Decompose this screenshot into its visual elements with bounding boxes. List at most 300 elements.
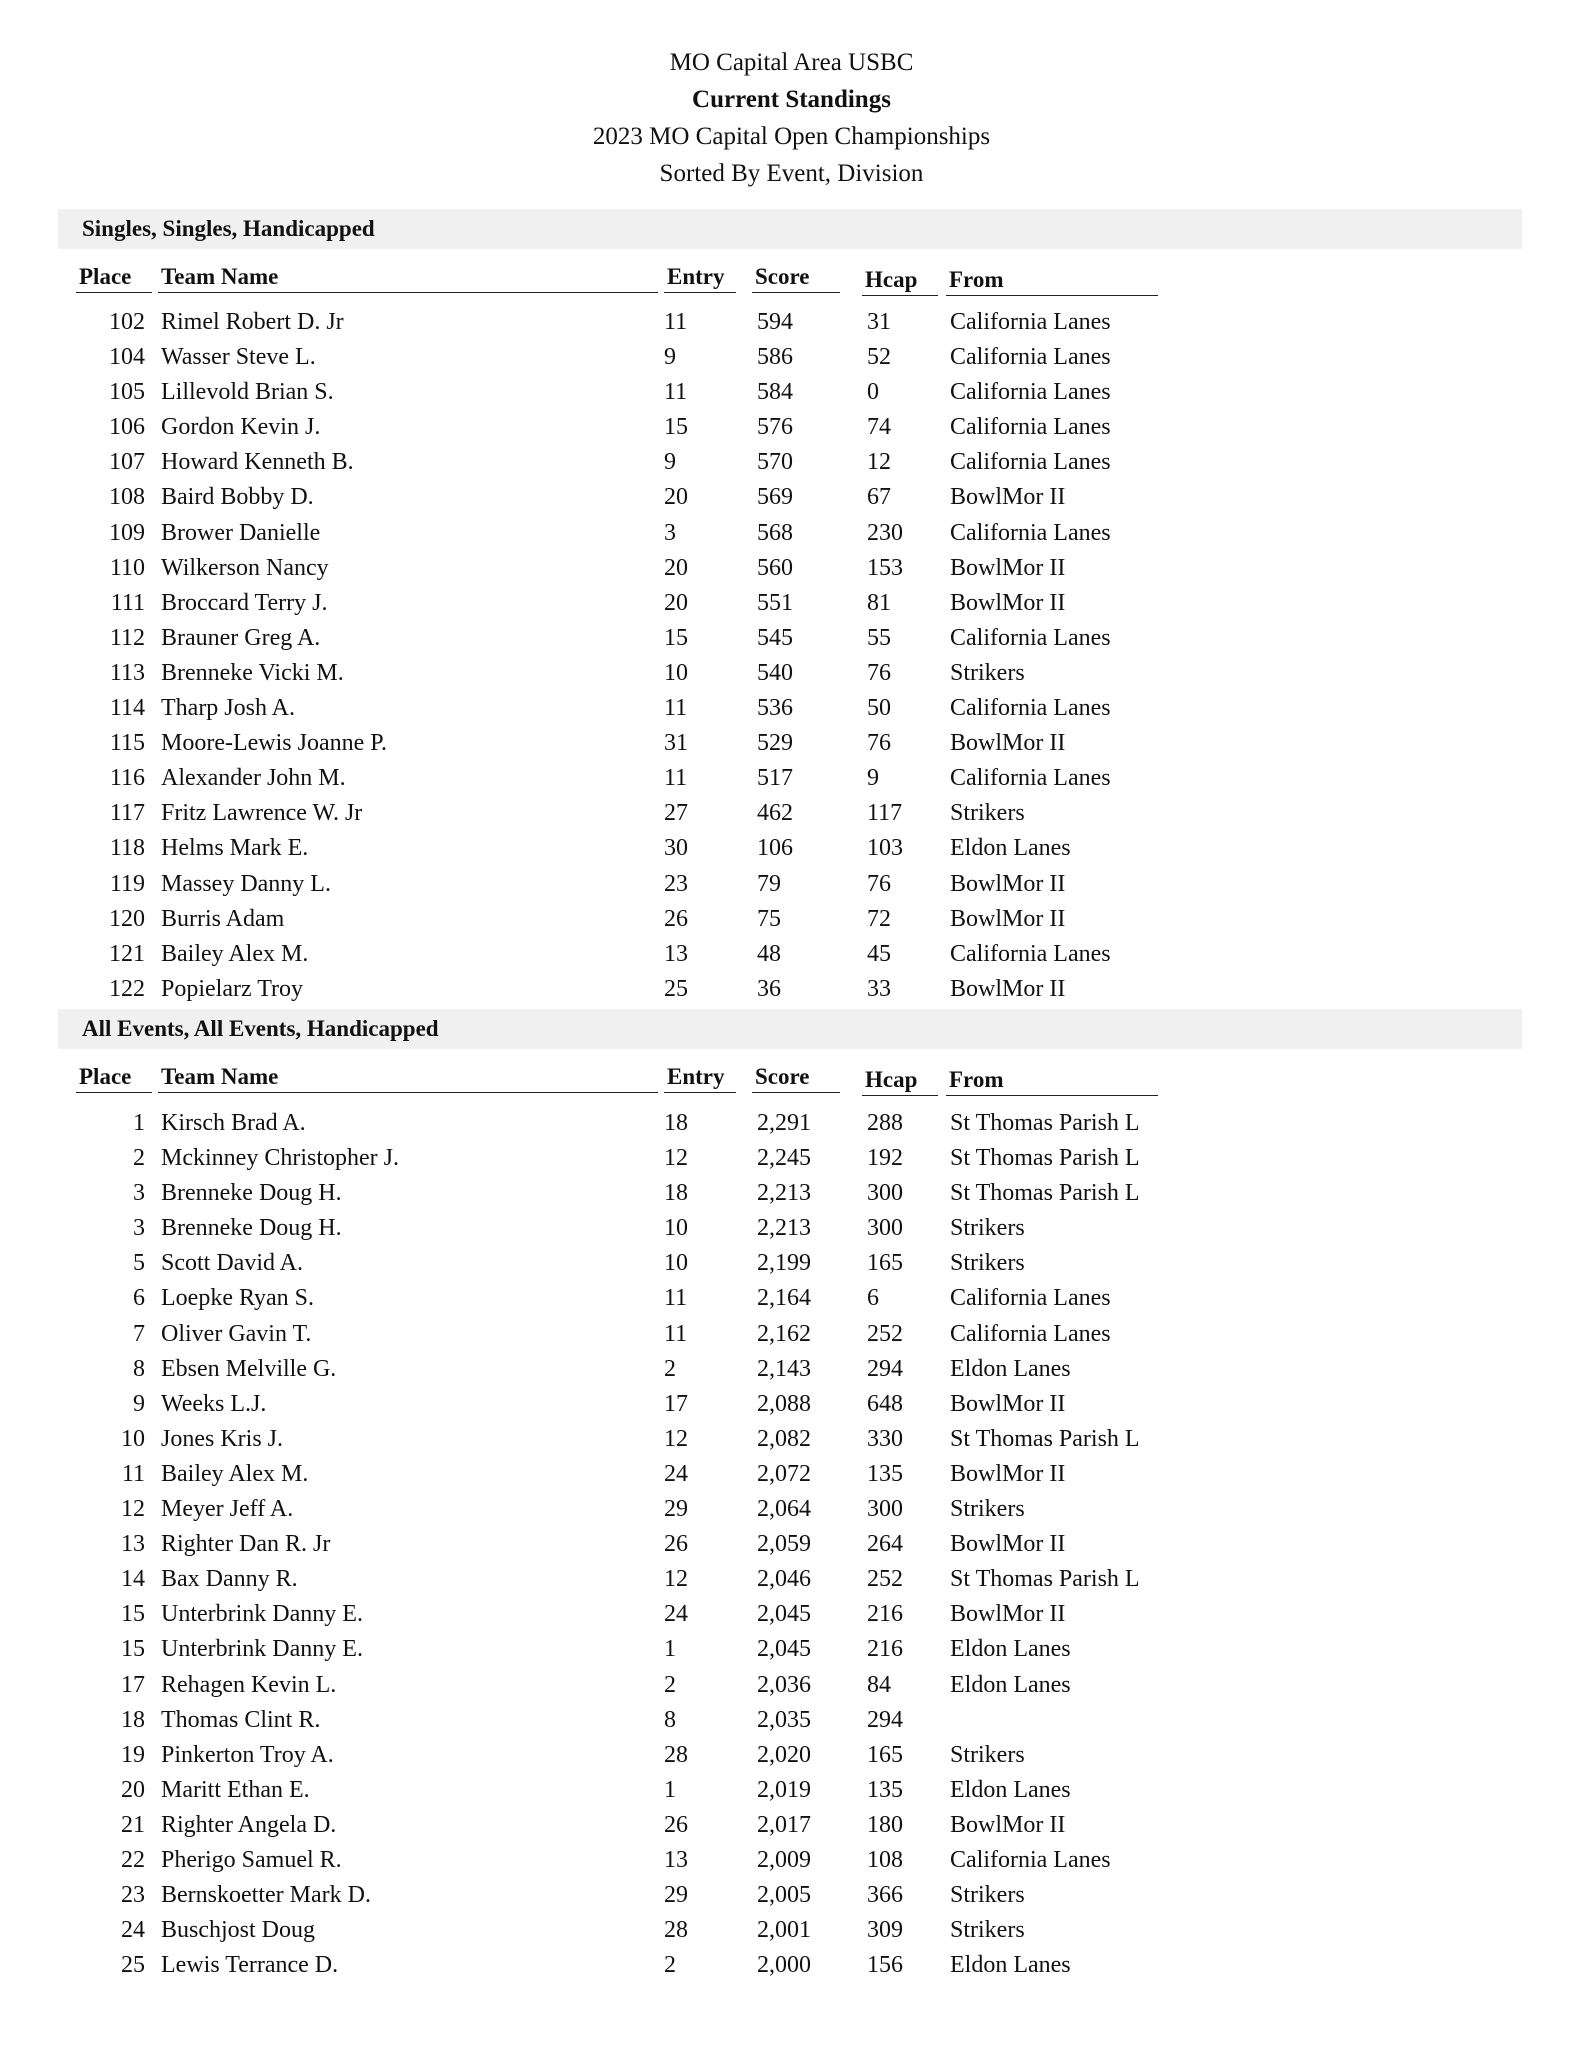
hcap-cell: 288 [867, 1110, 903, 1136]
hcap-cell: 103 [867, 835, 903, 862]
entry-cell: 12 [664, 1145, 688, 1172]
score-cell: 584 [757, 379, 793, 406]
team-name-cell: Fritz Lawrence W. Jr [161, 800, 363, 827]
table-row [0, 1562, 1583, 1597]
hcap-cell: 67 [867, 484, 891, 511]
place-cell: 23 [121, 1882, 145, 1909]
table-row [0, 1632, 1583, 1667]
column-header-place: Place [76, 1062, 152, 1093]
score-cell: 2,046 [757, 1566, 811, 1593]
score-cell: 2,162 [757, 1320, 811, 1347]
place-cell: 1 [133, 1110, 145, 1136]
report-title: Current Standings [692, 86, 891, 113]
from-cell: Strikers [950, 659, 1025, 686]
table-row [0, 1597, 1583, 1632]
score-cell: 569 [757, 484, 793, 511]
entry-cell: 1 [664, 1636, 676, 1663]
entry-cell: 2 [664, 1952, 676, 1979]
score-cell: 2,045 [757, 1601, 811, 1628]
table-row [0, 1738, 1583, 1773]
place-cell: 25 [121, 1952, 145, 1979]
team-name-cell: Weeks L.J. [161, 1390, 267, 1417]
entry-cell: 28 [664, 1917, 688, 1944]
score-cell: 2,020 [757, 1741, 811, 1768]
place-cell: 17 [121, 1671, 145, 1698]
from-cell: BowlMor II [950, 905, 1066, 932]
team-name-cell: Broccard Terry J. [161, 589, 328, 616]
standings-table-all-events [0, 1106, 1583, 1983]
hcap-cell: 108 [867, 1846, 903, 1873]
entry-cell: 15 [664, 624, 688, 651]
column-header-place: Place [76, 262, 152, 293]
score-cell: 529 [757, 730, 793, 757]
score-cell: 2,199 [757, 1250, 811, 1277]
table-row [0, 1878, 1583, 1913]
place-cell: 108 [109, 484, 145, 511]
place-cell: 20 [121, 1776, 145, 1803]
table-row [0, 516, 1583, 551]
place-cell: 122 [109, 975, 145, 1002]
place-cell: 118 [109, 835, 145, 862]
entry-cell: 9 [664, 344, 676, 371]
place-cell: 115 [109, 730, 145, 757]
event-name: 2023 MO Capital Open Championships [592, 123, 991, 150]
from-cell: Strikers [950, 800, 1025, 827]
entry-cell: 20 [664, 484, 688, 511]
from-cell: California Lanes [950, 1285, 1111, 1312]
team-name-cell: Massey Danny L. [161, 870, 331, 897]
score-cell: 2,045 [757, 1636, 811, 1663]
from-cell: Eldon Lanes [950, 1952, 1071, 1979]
hcap-cell: 31 [867, 309, 891, 335]
hcap-cell: 74 [867, 414, 891, 441]
team-name-cell: Thomas Clint R. [161, 1706, 321, 1733]
table-row [0, 796, 1583, 831]
hcap-cell: 300 [867, 1496, 903, 1523]
team-name-cell: Mckinney Christopher J. [161, 1145, 399, 1172]
score-cell: 540 [757, 659, 793, 686]
place-cell: 18 [121, 1706, 145, 1733]
team-name-cell: Alexander John M. [161, 765, 346, 792]
from-cell: California Lanes [950, 519, 1111, 546]
score-cell: 2,245 [757, 1145, 811, 1172]
score-cell: 2,213 [757, 1215, 811, 1242]
hcap-cell: 252 [867, 1320, 903, 1347]
hcap-cell: 84 [867, 1671, 891, 1698]
place-cell: 7 [133, 1320, 145, 1347]
score-cell: 2,000 [757, 1952, 811, 1979]
table-row [0, 621, 1583, 656]
place-cell: 14 [121, 1566, 145, 1593]
entry-cell: 24 [664, 1601, 688, 1628]
place-cell: 19 [121, 1741, 145, 1768]
team-name-cell: Brenneke Doug H. [161, 1180, 342, 1207]
column-header-from: From [946, 1065, 1158, 1096]
score-cell: 79 [757, 870, 781, 897]
place-cell: 110 [109, 554, 145, 581]
entry-cell: 18 [664, 1180, 688, 1207]
entry-cell: 13 [664, 1846, 688, 1873]
team-name-cell: Gordon Kevin J. [161, 414, 321, 441]
score-cell: 2,064 [757, 1496, 811, 1523]
score-cell: 2,019 [757, 1776, 811, 1803]
entry-cell: 31 [664, 730, 688, 757]
place-cell: 11 [121, 1460, 145, 1487]
from-cell: BowlMor II [950, 484, 1066, 511]
team-name-cell: Righter Angela D. [161, 1811, 337, 1838]
entry-cell: 23 [664, 870, 688, 897]
from-cell: Strikers [950, 1917, 1025, 1944]
team-name-cell: Brauner Greg A. [161, 624, 321, 651]
from-cell: BowlMor II [950, 870, 1066, 897]
place-cell: 2 [133, 1145, 145, 1172]
place-cell: 5 [133, 1250, 145, 1277]
entry-cell: 20 [664, 554, 688, 581]
from-cell: St Thomas Parish L [950, 1566, 1140, 1593]
hcap-cell: 76 [867, 870, 891, 897]
entry-cell: 11 [664, 765, 688, 792]
entry-cell: 20 [664, 589, 688, 616]
team-name-cell: Wilkerson Nancy [161, 554, 329, 581]
score-cell: 2,143 [757, 1355, 811, 1382]
from-cell: Strikers [950, 1496, 1025, 1523]
entry-cell: 2 [664, 1671, 676, 1698]
table-row [0, 691, 1583, 726]
entry-cell: 29 [664, 1496, 688, 1523]
entry-cell: 27 [664, 800, 688, 827]
from-cell: Eldon Lanes [950, 1355, 1071, 1382]
team-name-cell: Loepke Ryan S. [161, 1285, 315, 1312]
entry-cell: 11 [664, 379, 688, 406]
place-cell: 114 [109, 695, 145, 722]
from-cell: Eldon Lanes [950, 1776, 1071, 1803]
place-cell: 113 [109, 659, 145, 686]
hcap-cell: 252 [867, 1566, 903, 1593]
hcap-cell: 165 [867, 1250, 903, 1277]
hcap-cell: 117 [867, 800, 903, 827]
from-cell: BowlMor II [950, 1390, 1066, 1417]
place-cell: 121 [109, 940, 145, 967]
from-cell: California Lanes [950, 344, 1111, 371]
place-cell: 3 [133, 1180, 145, 1207]
team-name-cell: Lillevold Brian S. [161, 379, 334, 406]
score-cell: 2,001 [757, 1917, 811, 1944]
place-cell: 13 [121, 1531, 145, 1558]
score-cell: 2,035 [757, 1706, 811, 1733]
team-name-cell: Oliver Gavin T. [161, 1320, 312, 1347]
entry-cell: 8 [664, 1706, 676, 1733]
hcap-cell: 50 [867, 695, 891, 722]
from-cell: California Lanes [950, 449, 1111, 476]
hcap-cell: 0 [867, 379, 879, 406]
place-cell: 10 [121, 1425, 145, 1452]
hcap-cell: 366 [867, 1882, 903, 1909]
hcap-cell: 216 [867, 1601, 903, 1628]
table-row [0, 1211, 1583, 1246]
team-name-cell: Brower Danielle [161, 519, 321, 546]
score-cell: 545 [757, 624, 793, 651]
entry-cell: 25 [664, 975, 688, 1002]
table-row [0, 410, 1583, 445]
table-row [0, 1773, 1583, 1808]
from-cell: Strikers [950, 1250, 1025, 1277]
from-cell: St Thomas Parish L [950, 1145, 1140, 1172]
table-row [0, 1492, 1583, 1527]
from-cell: BowlMor II [950, 1601, 1066, 1628]
table-row [0, 656, 1583, 691]
team-name-cell: Moore-Lewis Joanne P. [161, 730, 387, 757]
hcap-cell: 330 [867, 1425, 903, 1452]
score-cell: 2,213 [757, 1180, 811, 1207]
entry-cell: 11 [664, 309, 688, 335]
entry-cell: 12 [664, 1425, 688, 1452]
entry-cell: 10 [664, 1215, 688, 1242]
hcap-cell: 55 [867, 624, 891, 651]
entry-cell: 13 [664, 940, 688, 967]
hcap-cell: 72 [867, 905, 891, 932]
place-cell: 6 [133, 1285, 145, 1312]
from-cell: BowlMor II [950, 554, 1066, 581]
score-cell: 106 [757, 835, 793, 862]
team-name-cell: Howard Kenneth B. [161, 449, 354, 476]
hcap-cell: 230 [867, 519, 903, 546]
column-header-hcap: Hcap [862, 265, 938, 296]
hcap-cell: 156 [867, 1952, 903, 1979]
score-cell: 2,009 [757, 1846, 811, 1873]
score-cell: 517 [757, 765, 793, 792]
standings-table-singles [0, 305, 1583, 1007]
table-row [0, 1948, 1583, 1983]
place-cell: 15 [121, 1601, 145, 1628]
hcap-cell: 81 [867, 589, 891, 616]
from-cell: BowlMor II [950, 589, 1066, 616]
score-cell: 462 [757, 800, 793, 827]
score-cell: 570 [757, 449, 793, 476]
entry-cell: 26 [664, 1531, 688, 1558]
place-cell: 3 [133, 1215, 145, 1242]
entry-cell: 26 [664, 1811, 688, 1838]
table-row [0, 445, 1583, 480]
table-row [0, 1106, 1583, 1141]
table-row [0, 340, 1583, 375]
section-title-all-events: All Events, All Events, Handicapped [58, 1009, 1522, 1049]
from-cell: California Lanes [950, 379, 1111, 406]
from-cell: BowlMor II [950, 975, 1066, 1002]
table-row [0, 726, 1583, 761]
entry-cell: 12 [664, 1566, 688, 1593]
entry-cell: 29 [664, 1882, 688, 1909]
score-cell: 586 [757, 344, 793, 371]
from-cell: BowlMor II [950, 1811, 1066, 1838]
table-row [0, 1141, 1583, 1176]
from-cell: California Lanes [950, 695, 1111, 722]
table-row [0, 1176, 1583, 1211]
hcap-cell: 153 [867, 554, 903, 581]
team-name-cell: Baird Bobby D. [161, 484, 314, 511]
hcap-cell: 294 [867, 1355, 903, 1382]
table-row [0, 480, 1583, 515]
entry-cell: 11 [664, 695, 688, 722]
column-header-score: Score [752, 262, 840, 293]
team-name-cell: Brenneke Vicki M. [161, 659, 344, 686]
team-name-cell: Bailey Alex M. [161, 940, 309, 967]
hcap-cell: 135 [867, 1460, 903, 1487]
team-name-cell: Scott David A. [161, 1250, 303, 1277]
hcap-cell: 33 [867, 975, 891, 1002]
column-header-team-name: Team Name [158, 1062, 658, 1093]
table-row [0, 1808, 1583, 1843]
column-header-entry: Entry [664, 262, 736, 293]
team-name-cell: Kirsch Brad A. [161, 1110, 306, 1136]
team-name-cell: Rimel Robert D. Jr [161, 309, 344, 335]
hcap-cell: 76 [867, 659, 891, 686]
table-row [0, 1843, 1583, 1878]
team-name-cell: Bax Danny R. [161, 1566, 298, 1593]
section-title-singles: Singles, Singles, Handicapped [58, 209, 1522, 249]
place-cell: 12 [121, 1496, 145, 1523]
entry-cell: 11 [664, 1285, 688, 1312]
hcap-cell: 264 [867, 1531, 903, 1558]
column-header-entry: Entry [664, 1062, 736, 1093]
hcap-cell: 180 [867, 1811, 903, 1838]
from-cell: California Lanes [950, 414, 1111, 441]
team-name-cell: Bailey Alex M. [161, 1460, 309, 1487]
entry-cell: 11 [664, 1320, 688, 1347]
score-cell: 2,017 [757, 1811, 811, 1838]
score-cell: 536 [757, 695, 793, 722]
place-cell: 21 [121, 1811, 145, 1838]
team-name-cell: Meyer Jeff A. [161, 1496, 294, 1523]
table-row [0, 831, 1583, 866]
entry-cell: 10 [664, 1250, 688, 1277]
table-row [0, 761, 1583, 796]
score-cell: 2,088 [757, 1390, 811, 1417]
table-row [0, 1527, 1583, 1562]
table-row [0, 1246, 1583, 1281]
hcap-cell: 294 [867, 1706, 903, 1733]
report-header [0, 44, 1583, 192]
entry-cell: 30 [664, 835, 688, 862]
entry-cell: 2 [664, 1355, 676, 1382]
place-cell: 120 [109, 905, 145, 932]
hcap-cell: 192 [867, 1145, 903, 1172]
column-header-hcap: Hcap [862, 1065, 938, 1096]
entry-cell: 10 [664, 659, 688, 686]
from-cell: California Lanes [950, 765, 1111, 792]
team-name-cell: Pinkerton Troy A. [161, 1741, 334, 1768]
from-cell: St Thomas Parish L [950, 1110, 1140, 1136]
table-row [0, 902, 1583, 937]
hcap-cell: 6 [867, 1285, 879, 1312]
team-name-cell: Unterbrink Danny E. [161, 1601, 363, 1628]
table-row [0, 1387, 1583, 1422]
hcap-cell: 9 [867, 765, 879, 792]
from-cell: Eldon Lanes [950, 835, 1071, 862]
score-cell: 551 [757, 589, 793, 616]
from-cell: California Lanes [950, 1320, 1111, 1347]
place-cell: 119 [109, 870, 145, 897]
score-cell: 2,291 [757, 1110, 811, 1136]
table-row [0, 1422, 1583, 1457]
table-row [0, 972, 1583, 1007]
table-row [0, 1281, 1583, 1316]
hcap-cell: 309 [867, 1917, 903, 1944]
column-header-from: From [946, 265, 1158, 296]
from-cell: Eldon Lanes [950, 1636, 1071, 1663]
table-row [0, 1913, 1583, 1948]
hcap-cell: 165 [867, 1741, 903, 1768]
score-cell: 576 [757, 414, 793, 441]
hcap-cell: 76 [867, 730, 891, 757]
from-cell: California Lanes [950, 309, 1111, 335]
entry-cell: 9 [664, 449, 676, 476]
score-cell: 594 [757, 309, 793, 335]
from-cell: BowlMor II [950, 730, 1066, 757]
from-cell: California Lanes [950, 1846, 1111, 1873]
score-cell: 2,059 [757, 1531, 811, 1558]
score-cell: 2,036 [757, 1671, 811, 1698]
team-name-cell: Pherigo Samuel R. [161, 1846, 342, 1873]
table-row [0, 1352, 1583, 1387]
place-cell: 22 [121, 1846, 145, 1873]
team-name-cell: Righter Dan R. Jr [161, 1531, 331, 1558]
team-name-cell: Rehagen Kevin L. [161, 1671, 337, 1698]
team-name-cell: Popielarz Troy [161, 975, 304, 1002]
entry-cell: 26 [664, 905, 688, 932]
team-name-cell: Bernskoetter Mark D. [161, 1882, 371, 1909]
hcap-cell: 135 [867, 1776, 903, 1803]
organization-name: MO Capital Area USBC [669, 49, 914, 76]
score-cell: 2,082 [757, 1425, 811, 1452]
score-cell: 2,005 [757, 1882, 811, 1909]
column-header-team-name: Team Name [158, 262, 658, 293]
team-name-cell: Burris Adam [161, 905, 285, 932]
team-name-cell: Jones Kris J. [161, 1425, 284, 1452]
score-cell: 560 [757, 554, 793, 581]
table-row [0, 1317, 1583, 1352]
from-cell: Strikers [950, 1882, 1025, 1909]
team-name-cell: Unterbrink Danny E. [161, 1636, 363, 1663]
score-cell: 2,164 [757, 1285, 811, 1312]
entry-cell: 3 [664, 519, 676, 546]
table-row [0, 1668, 1583, 1703]
table-row [0, 1457, 1583, 1492]
table-row [0, 1703, 1583, 1738]
team-name-cell: Maritt Ethan E. [161, 1776, 310, 1803]
place-cell: 106 [109, 414, 145, 441]
hcap-cell: 300 [867, 1180, 903, 1207]
hcap-cell: 52 [867, 344, 891, 371]
sort-description: Sorted By Event, Division [659, 160, 924, 187]
place-cell: 105 [109, 379, 145, 406]
score-cell: 568 [757, 519, 793, 546]
from-cell: Eldon Lanes [950, 1671, 1071, 1698]
place-cell: 117 [109, 800, 145, 827]
place-cell: 102 [109, 309, 145, 335]
from-cell: Strikers [950, 1215, 1025, 1242]
team-name-cell: Buschjost Doug [161, 1917, 316, 1944]
team-name-cell: Ebsen Melville G. [161, 1355, 337, 1382]
score-cell: 2,072 [757, 1460, 811, 1487]
place-cell: 112 [109, 624, 145, 651]
place-cell: 9 [133, 1390, 145, 1417]
table-row [0, 586, 1583, 621]
team-name-cell: Lewis Terrance D. [161, 1952, 339, 1979]
from-cell: California Lanes [950, 940, 1111, 967]
team-name-cell: Wasser Steve L. [161, 344, 316, 371]
entry-cell: 28 [664, 1741, 688, 1768]
score-cell: 36 [757, 975, 781, 1002]
